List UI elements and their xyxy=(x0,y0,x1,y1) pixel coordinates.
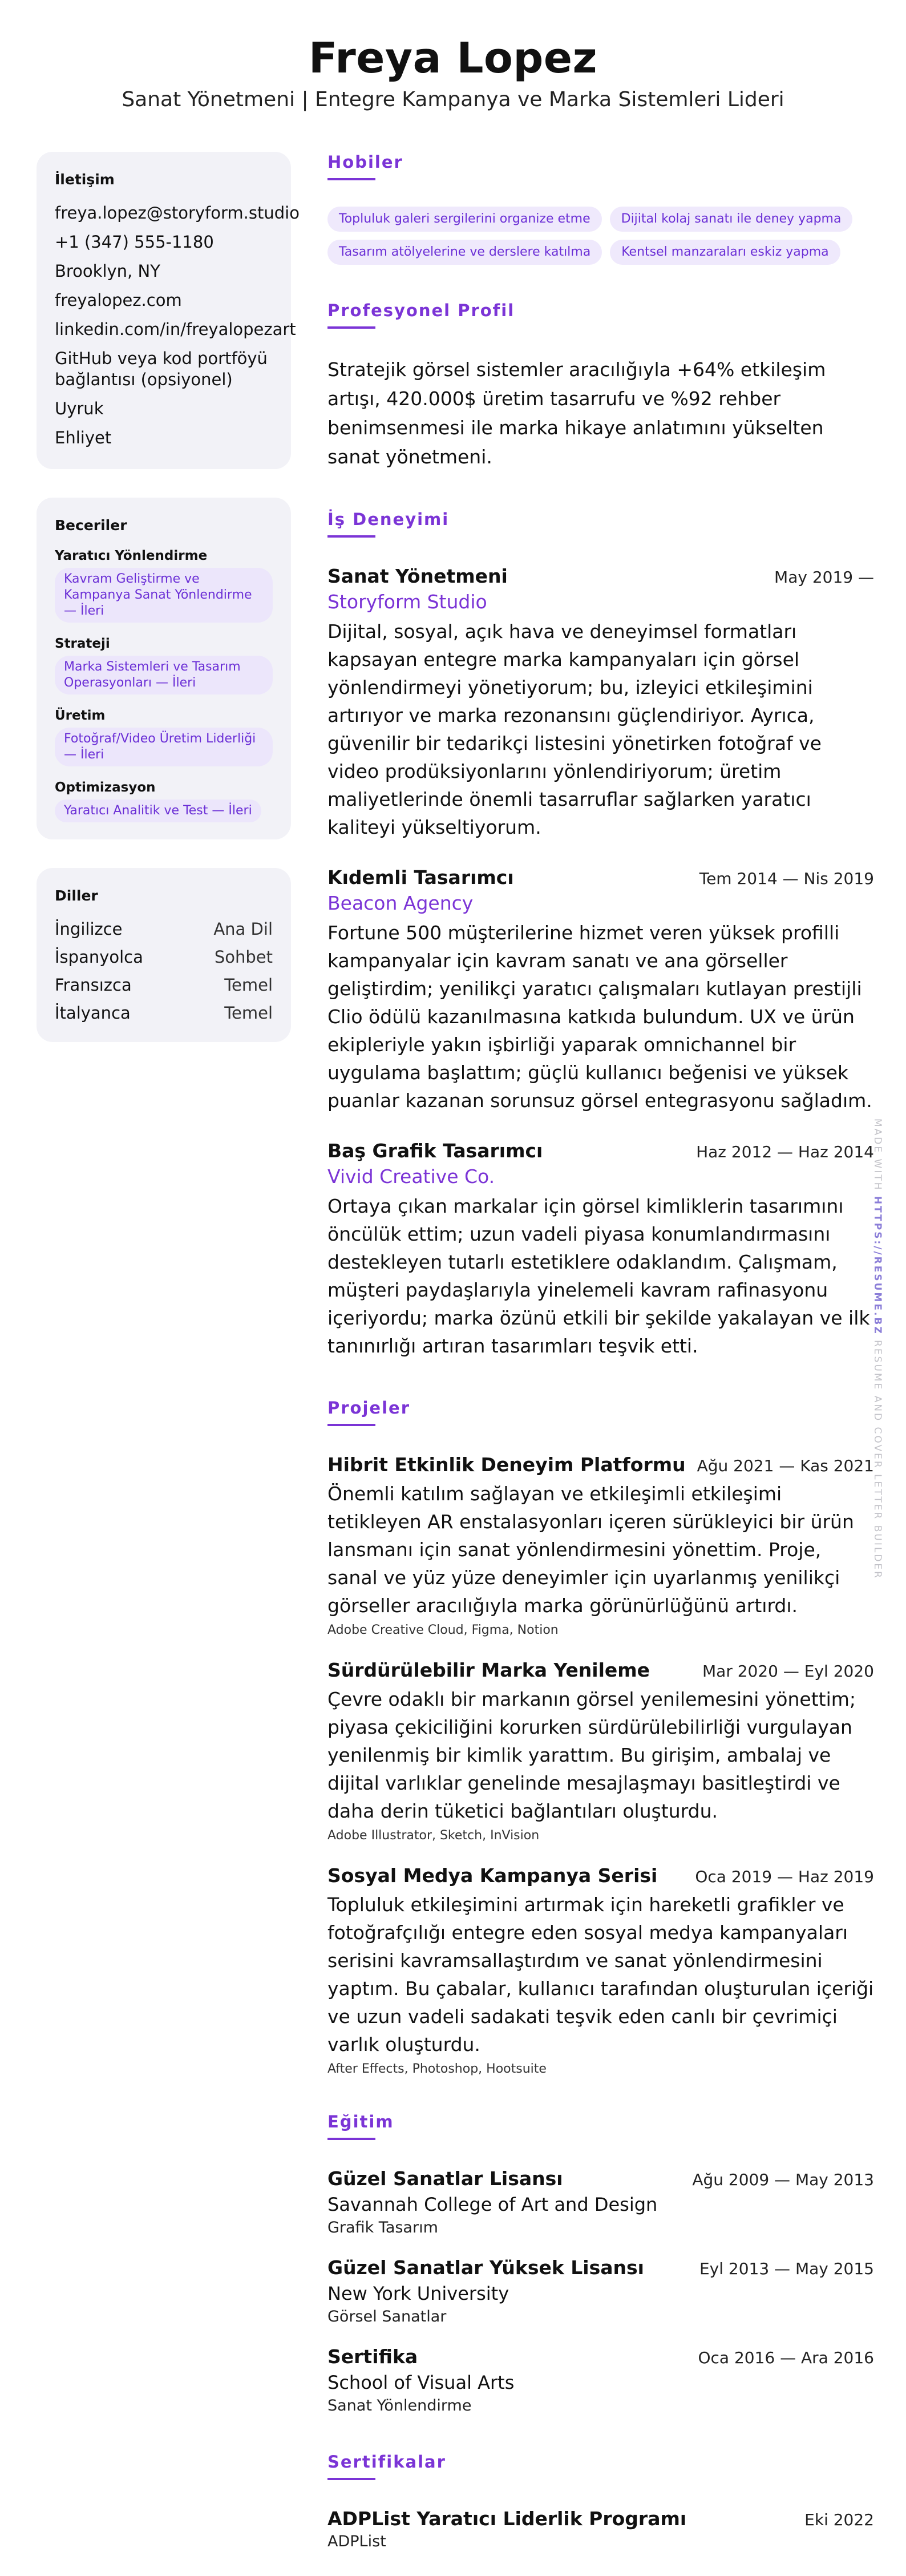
contact-github[interactable]: GitHub veya kod portföyü bağlantısı (opsiyonel) xyxy=(55,349,268,389)
builder-watermark xyxy=(872,1119,883,1580)
section-divider xyxy=(327,1424,375,1426)
project-title: Sosyal Medya Kampanya Serisi xyxy=(327,1864,658,1887)
project-tools: After Effects, Photoshop, Hootsuite xyxy=(327,2062,547,2076)
language-row xyxy=(55,975,273,996)
skill-group xyxy=(55,708,273,766)
project-tools: Adobe Creative Cloud, Figma, Notion xyxy=(327,1623,559,1637)
project-description: Önemli katılım sağlayan ve etkileşimli etkileşimi tetikleyen AR enstalasyonları içeren sürükleyici bir ürün lansmanı için sanat yönlendirmesini yönettim. Proje, sanal ve yüz yüze deneyimler için uyarlanmış yenilikçi görseller aracılığıyla marka görünürlüğünü artırdı. xyxy=(327,1483,854,1617)
job-date: Tem 2014 — Nis 2019 xyxy=(699,869,874,888)
company-name: Beacon Agency xyxy=(327,892,474,914)
project-description: Topluluk etkileşimini artırmak için hareketli grafikler ve fotoğrafçılığı entegre eden sosyal medya kampanyaları serisini kavramsallaştırdım ve sanat yönlendirmesini yaptım. Bu çabalar, kullanıcı tarafından oluşturulan içeriği ve uzun vadeli sadakati teşvik eden canlı bir çevrimiçi varlık oluşturdu. xyxy=(327,1893,874,2056)
contact-location: Brooklyn, NY xyxy=(55,261,160,281)
skill-group xyxy=(55,548,273,623)
project-date: Oca 2019 — Haz 2019 xyxy=(695,1867,874,1886)
language-level: Ana Dil xyxy=(213,919,273,939)
contact-email[interactable]: freya.lopez@storyform.studio xyxy=(55,203,300,223)
certification-issuer: ADPList xyxy=(327,2533,386,2550)
experience-entry xyxy=(327,1138,874,1360)
institution-name: School of Visual Arts xyxy=(327,2372,515,2393)
candidate-headline: Sanat Yönetmeni | Entegre Kampanya ve Marka Sistemleri Lideri xyxy=(122,88,784,111)
job-title: Kıdemli Tasarımcı xyxy=(327,866,514,889)
skill-pill: Yaratıcı Analitik ve Test — İleri xyxy=(55,800,261,822)
project-entry xyxy=(327,1658,874,1843)
project-description: Çevre odaklı bir markanın görsel yenilemesini yönettim; piyasa çekiciliğini korurken sürdürülebilirliği vurgulayan yenilenmiş bir kimlik yarattım. Bu girişim, ambalaj ve dijital varlıklar genelinde mesajlaşmayı basitleştirdi ve daha derin tüketici bağlantıları oluşturdu. xyxy=(327,1688,856,1822)
hobby-chip: Dijital kolaj sanatı ile deney yapma xyxy=(610,207,853,232)
language-name: İtalyanca xyxy=(55,1003,131,1023)
watermark-prefix: MADE WITH xyxy=(872,1119,883,1196)
language-level: Temel xyxy=(224,975,273,995)
section-title: Projeler xyxy=(327,1398,410,1418)
institution-name: New York University xyxy=(327,2283,509,2304)
job-description: Ortaya çıkan markalar için görsel kimliklerin tasarımını öncülük ettim; uzun vadeli piyasa konumlandırmasını destekleyen tutarlı estetiklere odaklandım. Çalışmam, müşteri paydaşlarıyla yinelemeli kavram rafinasyonu içeriyordu; marka özünü etkili bir şekilde yakalayan ve ilk tanınırlığı artıran tasarımları teşvik etti. xyxy=(327,1195,870,1357)
skill-group-title: Optimizasyon xyxy=(55,780,156,795)
profile-summary: Stratejik görsel sistemler aracılığıyla +64% etkileşim artışı, 420.000$ üretim tasarrufu ve %92 rehber benimsenmesi ile marka hikaye anlatımını yükselten sanat yönetmeni. xyxy=(327,358,826,468)
section-title: İş Deneyimi xyxy=(327,510,450,529)
education-section xyxy=(327,2111,874,2416)
education-entry xyxy=(327,2344,874,2416)
project-date: Mar 2020 — Eyl 2020 xyxy=(702,1662,874,1681)
experience-entry xyxy=(327,564,874,841)
experience-entry xyxy=(327,865,874,1115)
hobby-list xyxy=(327,207,874,265)
section-divider xyxy=(327,2478,375,2480)
skill-pill: Fotoğraf/Video Üretim Liderliği — İleri xyxy=(55,728,273,766)
job-date: May 2019 — xyxy=(774,568,874,587)
degree-title: Güzel Sanatlar Lisansı xyxy=(327,2167,563,2190)
skills-title: Beceriler xyxy=(55,517,127,534)
contact-license: Ehliyet xyxy=(55,428,112,447)
degree-title: Güzel Sanatlar Yüksek Lisansı xyxy=(327,2256,644,2279)
skill-group-title: Yaratıcı Yönlendirme xyxy=(55,548,208,563)
skill-pill: Marka Sistemleri ve Tasarım Operasyonları — İleri xyxy=(55,656,273,695)
experience-section xyxy=(327,509,874,1360)
skill-group xyxy=(55,636,273,695)
contact-website[interactable]: freyalopez.com xyxy=(55,290,182,310)
certification-entry xyxy=(327,2506,874,2552)
section-title: Profesyonel Profil xyxy=(327,301,515,320)
certifications-section xyxy=(327,2452,874,2552)
skill-group-title: Strateji xyxy=(55,636,110,651)
section-title: Eğitim xyxy=(327,2112,394,2131)
skills-card xyxy=(37,498,291,839)
language-name: İspanyolca xyxy=(55,947,143,967)
project-entry xyxy=(327,1452,874,1637)
company-name: Storyform Studio xyxy=(327,591,487,613)
language-row xyxy=(55,919,273,940)
field-of-study: Grafik Tasarım xyxy=(327,2219,438,2236)
projects-section xyxy=(327,1398,874,2076)
job-title: Baş Grafik Tasarımcı xyxy=(327,1140,543,1162)
section-divider xyxy=(327,178,375,180)
education-date: Oca 2016 — Ara 2016 xyxy=(698,2348,874,2367)
institution-name: Savannah College of Art and Design xyxy=(327,2194,658,2215)
section-divider xyxy=(327,535,375,538)
project-date: Ağu 2021 — Kas 2021 xyxy=(697,1456,874,1475)
job-title: Sanat Yönetmeni xyxy=(327,565,508,587)
candidate-name: Freya Lopez xyxy=(308,34,598,83)
language-name: Fransızca xyxy=(55,975,132,995)
field-of-study: Sanat Yönlendirme xyxy=(327,2397,472,2415)
hobby-chip: Kentsel manzaraları eskiz yapma xyxy=(610,240,840,265)
skill-group xyxy=(55,780,273,822)
language-name: İngilizce xyxy=(55,919,123,939)
language-level: Sohbet xyxy=(214,947,273,967)
degree-title: Sertifika xyxy=(327,2345,418,2368)
project-title: Sürdürülebilir Marka Yenileme xyxy=(327,1659,650,1681)
hobby-chip: Tasarım atölyelerine ve derslere katılma xyxy=(327,240,602,265)
watermark-suffix: RESUME AND COVER LETTER BUILDER xyxy=(872,1335,883,1580)
section-title: Sertifikalar xyxy=(327,2452,446,2472)
project-title: Hibrit Etkinlik Deneyim Platformu xyxy=(327,1453,686,1476)
main-content xyxy=(327,152,874,2576)
sidebar xyxy=(37,152,300,1071)
section-title: Hobiler xyxy=(327,152,403,172)
education-date: Ağu 2009 — May 2013 xyxy=(692,2170,874,2189)
languages-card xyxy=(37,868,291,1042)
education-entry xyxy=(327,2166,874,2238)
contact-phone[interactable]: +1 (347) 555-1180 xyxy=(55,232,214,252)
certification-name: ADPList Yaratıcı Liderlik Programı xyxy=(327,2508,687,2530)
contact-title: İletişim xyxy=(55,171,115,188)
project-entry xyxy=(327,1863,874,2076)
certification-date: Eki 2022 xyxy=(804,2510,874,2529)
language-row xyxy=(55,1003,273,1024)
languages-title: Diller xyxy=(55,887,98,904)
section-divider xyxy=(327,2138,375,2140)
contact-card xyxy=(37,152,300,469)
company-name: Vivid Creative Co. xyxy=(327,1165,495,1188)
job-description: Fortune 500 müşterilerine hizmet veren yüksek profilli kampanyalar için kavram sanatı ve ana görseller geliştirdim; yenilikçi yaratıcı çalışmaları kutlayan prestijli Clio ödülü kazanılmasına katkıda bulundum. UX ve ürün ekipleriyle yakın işbirliği yaparak omnichannel bir uygulama başlattım; güçlü kullanıcı beğenisi ve yüksek puanlar kazanan sorunsuz görsel entegrasyonu sağladım. xyxy=(327,922,872,1112)
profile-section xyxy=(327,300,874,471)
resume-header xyxy=(0,0,906,113)
education-entry xyxy=(327,2255,874,2327)
job-description: Dijital, sosyal, açık hava ve deneyimsel formatları kapsayan entegre marka kampanyaları için görsel yönlendirmeyi yönetiyorum; bu, izleyici etkileşimini artırıyor ve marka rezonansını güçlendiriyor. Ayrıca, güvenilir bir tedarikçi listesini yönetirken fotoğraf ve video prodüksiyonlarını yönlendiriyorum; üretim maliyetlerinde önemli tasarruflar sağlarken yaratıcı kaliteyi yükseltiyorum. xyxy=(327,620,822,838)
section-divider xyxy=(327,326,375,329)
watermark-link[interactable]: HTTPS://RESUME.BZ xyxy=(872,1196,883,1335)
skill-pill: Kavram Geliştirme ve Kampanya Sanat Yönlendirme — İleri xyxy=(55,568,273,623)
language-row xyxy=(55,947,273,968)
language-level: Temel xyxy=(224,1003,273,1023)
project-tools: Adobe Illustrator, Sketch, InVision xyxy=(327,1828,540,1843)
skill-group-title: Üretim xyxy=(55,708,106,723)
hobbies-section xyxy=(327,152,874,265)
contact-linkedin[interactable]: linkedin.com/in/freyalopezart xyxy=(55,320,296,339)
education-date: Eyl 2013 — May 2015 xyxy=(699,2259,874,2278)
hobby-chip: Topluluk galeri sergilerini organize etme xyxy=(327,207,602,232)
field-of-study: Görsel Sanatlar xyxy=(327,2308,447,2325)
contact-nationality: Uyruk xyxy=(55,399,104,418)
job-date: Haz 2012 — Haz 2014 xyxy=(696,1142,874,1161)
